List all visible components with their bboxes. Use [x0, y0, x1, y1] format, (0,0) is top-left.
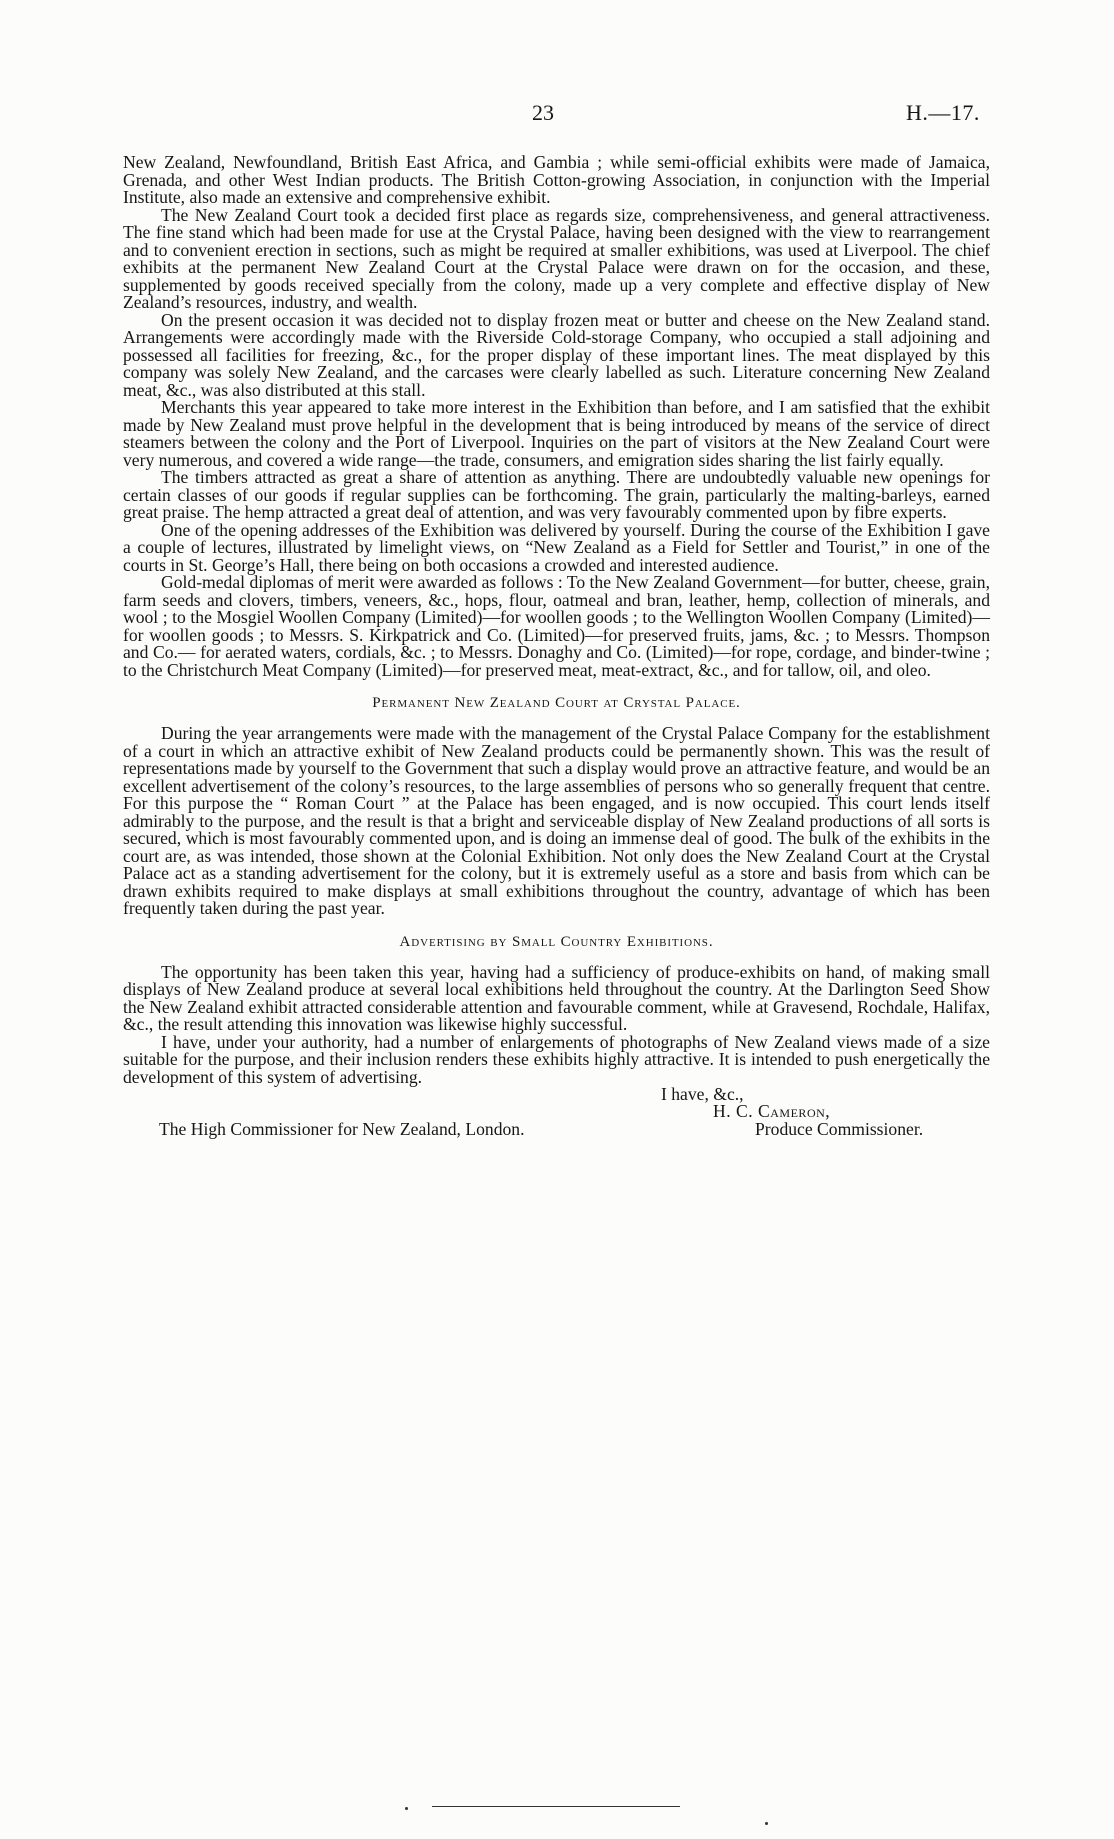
document-body	[123, 154, 990, 1156]
body-paragraph: On the present occasion it was decided not to display frozen meat or butter and cheese on the New Zealand stand. Arrangements were accordingly made with the Riverside Cold-storage Company, who occupied a stall adjoining and possessed all facilities for freezing, &c., for the proper display of these important lines. The meat displayed by this company was solely New Zealand, and the carcases were clearly labelled as such. Literature concerning New Zealand meat, &c., was also distributed at this stall.	[123, 309, 990, 400]
body-paragraph: One of the opening addresses of the Exhibition was delivered by yourself. During the course of the Exhibition I gave a couple of lectures, illustrated by limelight views, on “New Zealand as a Field for Settler and Tourist,” in one of the courts in St. George’s Hall, there being on both occasions a crowded and interested audience.	[123, 519, 990, 575]
closing-line: I have, &c.,	[661, 1084, 744, 1104]
page-number: 23	[532, 100, 554, 125]
signoff-block	[123, 1086, 990, 1156]
body-paragraph: I have, under your authority, had a number of enlargements of photographs of New Zealand views made of a size suitable for the purpose, and their inclusion renders these exhibits highly attractive. It is intended to push energetically the development of this system of advertising.	[123, 1031, 990, 1087]
print-speck	[765, 1822, 768, 1825]
closing-rule	[432, 1806, 680, 1807]
signatory-title: Produce Commissioner.	[755, 1119, 924, 1139]
body-paragraph: Merchants this year appeared to take more interest in the Exhibition than before, and I am satisfied that the exhibit made by New Zealand must prove helpful in the development that is being introduced by means of the service of direct steamers between the colony and the Port of Liverpool. Inquiries on the part of visitors at the New Zealand Court were very numerous, and covered a wide range—the trade, consumers, and emigration sides sharing the list fairly equally.	[123, 397, 990, 470]
body-paragraph: The opportunity has been taken this year, having had a sufficiency of produce-exhibits on hand, of making small displays of New Zealand produce at several local exhibitions held throughout the country. At the Darlington Seed Show the New Zealand exhibit attracted considerable attention and favourable comment, while at Gravesend, Rochdale, Halifax, &c., the result attending this innovation was likewise highly successful.	[123, 961, 990, 1034]
section-heading-crystal-palace: Permanent New Zealand Court at Crystal Palace.	[372, 695, 741, 711]
recipient-line: The High Commissioner for New Zealand, London.	[159, 1119, 525, 1139]
section-heading-advertising: Advertising by Small Country Exhibitions.	[399, 933, 714, 950]
print-speck	[405, 1807, 408, 1810]
page-header	[0, 100, 1114, 130]
body-paragraph: Gold-medal diplomas of merit were awarded as follows : To the New Zealand Government—for butter, cheese, grain, farm seeds and clovers, timbers, veneers, &c., hops, flour, oatmeal and bran, leather, hemp, collection of minerals, and wool ; to the Mosgiel Woollen Company (Limited)—for woollen goods ; to the Wellington Woollen Company (Limited)—for woollen goods ; to Messrs. S. Kirkpatrick and Co. (Limited)—for preserved fruits, jams, &c. ; to Messrs. Thompson and Co.— for aerated waters, cordials, &c. ; to Messrs. Donaghy and Co. (Limited)—for rope, cordage, and binder-twine ; to the Christchurch Meat Company (Limited)—for preserved meat, meat-extract, &c., and for tallow, oil, and oleo.	[123, 572, 990, 680]
body-paragraph: During the year arrangements were made with the management of the Crystal Palace Company for the establishment of a court in which an attractive exhibit of New Zealand products could be permanently shown. This was the result of representations made by yourself to the Government that such a display would prove an attractive feature, and would be an excellent advertisement of the colony’s resources, to the large assemblies of persons who so generally frequent that centre. For this purpose the “ Roman Court ” at the Palace has been engaged, and is now occupied. This court lends itself admirably to the purpose, and the result is that a bright and serviceable display of New Zealand productions of all sorts is secured, which is most favourably commented upon, and is doing an immense deal of good. The bulk of the exhibits in the court are, as was intended, those shown at the Colonial Exhibition. Not only does the New Zealand Court at the Crystal Palace act as a standing advertisement for the colony, but it is extremely useful as a store and basis from which can be drawn exhibits required to make displays at small exhibitions throughout the country, advantage of which has been frequently taken during the past year.	[123, 723, 990, 918]
body-paragraph: New Zealand, Newfoundland, British East Africa, and Gambia ; while semi-official exhibits were made of Jamaica, Grenada, and other West Indian products. The British Cotton-growing Association, in conjunction with the Imperial Institute, also made an extensive and comprehensive exhibit.	[123, 152, 990, 207]
body-paragraph: The New Zealand Court took a decided first place as regards size, comprehensiveness, and general attractiveness. The fine stand which had been made for use at the Crystal Palace, having been designed with the view to rearrangement and to convenient erection in sections, such as might be required at smaller exhibitions, was used at Liverpool. The chief exhibits at the permanent New Zealand Court at the Crystal Palace were drawn on for the occasion, and these, supplemented by goods received specially from the colony, made up a very complete and effective display of New Zealand’s resources, industry, and wealth.	[123, 204, 990, 312]
document-reference: H.—17.	[906, 100, 980, 125]
signatory-name: H. C. Cameron,	[713, 1101, 831, 1121]
body-paragraph: The timbers attracted as great a share of attention as anything. There are undoubtedly valuable new openings for certain classes of our goods if regular supplies can be forthcoming. The grain, particularly the malting-barleys, earned great praise. The hemp attracted a great deal of attention, and was very favourably commented upon by fibre experts.	[123, 467, 990, 522]
